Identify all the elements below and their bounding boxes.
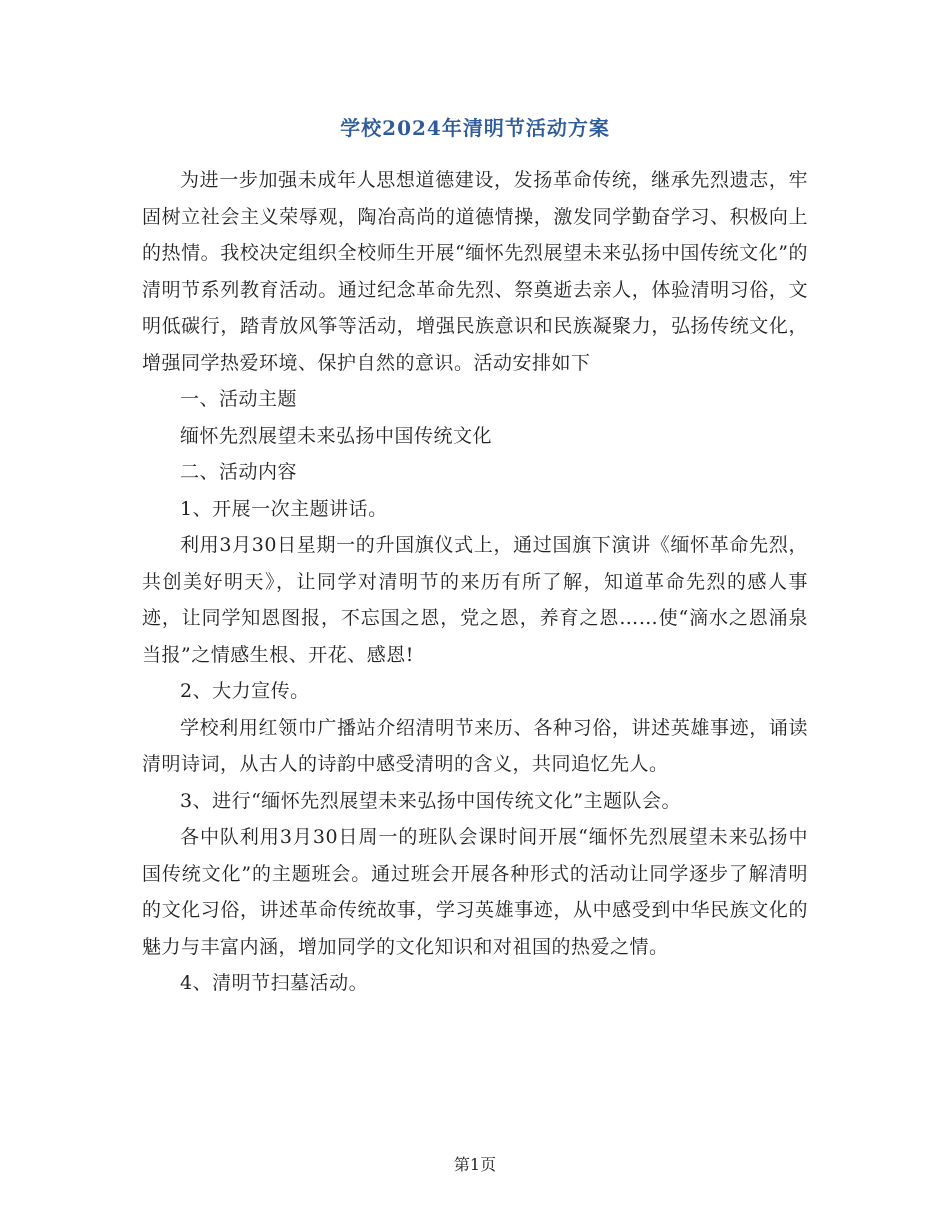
heading-activity-theme: 一、活动主题: [180, 388, 298, 410]
paragraph-speech: 利用3月30日星期一的升国旗仪式上，通过国旗下演讲《缅怀革命先烈，共创美好明天》，让同学对清明节的来历有所了解，知道革命先烈的感人事迹，让同学知恩图报，不忘国之恩，党之恩，养育之恩……使“滴水之恩涌泉当报”之情感生根、开花、感恩!: [142, 534, 808, 666]
paragraph-team-meeting: 各中队利用3月30日周一的班队会课时间开展“缅怀先烈展望未来弘扬中国传统文化”的主题班会。通过班会开展各种形式的活动让同学逐步了解清明的文化习俗，讲述革命传统故事，学习英雄事迹，从中感受到中华民族文化的魅力与丰富内涵，增加同学的文化知识和对祖国的热爱之情。: [142, 826, 808, 958]
page-number: 第1页: [453, 1155, 497, 1174]
paragraph-intro: 为进一步加强未成年人思想道德建设，发扬革命传统，继承先烈遗志，牢固树立社会主义荣辱观，陶冶高尚的道德情操，激发同学勤奋学习、积极向上的热情。我校决定组织全校师生开展“缅怀先烈展望未来弘扬中国传统文化”的清明节系列教育活动。通过纪念革命先烈、祭奠逝去亲人，体验清明习俗，文明低碳行，踏青放风筝等活动，增强民族意识和民族凝聚力，弘扬传统文化，增强同学热爱环境、保护自然的意识。活动安排如下: [142, 169, 808, 374]
heading-activity-content: 二、活动内容: [180, 461, 298, 483]
subheading-publicity: 2、大力宣传。: [180, 680, 310, 702]
subheading-speech: 1、开展一次主题讲话。: [180, 497, 388, 520]
subheading-tomb-sweeping: 4、清明节扫墓活动。: [180, 972, 369, 994]
document-body: [142, 162, 808, 1002]
document-title: 学校2024年清明节活动方案: [340, 116, 610, 140]
paragraph-publicity: 学校利用红领巾广播站介绍清明节来历、各种习俗，讲述英雄事迹，诵读清明诗词，从古人的诗韵中感受清明的含义，共同追忆先人。: [142, 716, 808, 775]
subheading-team-meeting: 3、进行“缅怀先烈展望未来弘扬中国传统文化”主题队会。: [180, 789, 682, 812]
paragraph-theme: 缅怀先烈展望未来弘扬中国传统文化: [180, 424, 493, 447]
